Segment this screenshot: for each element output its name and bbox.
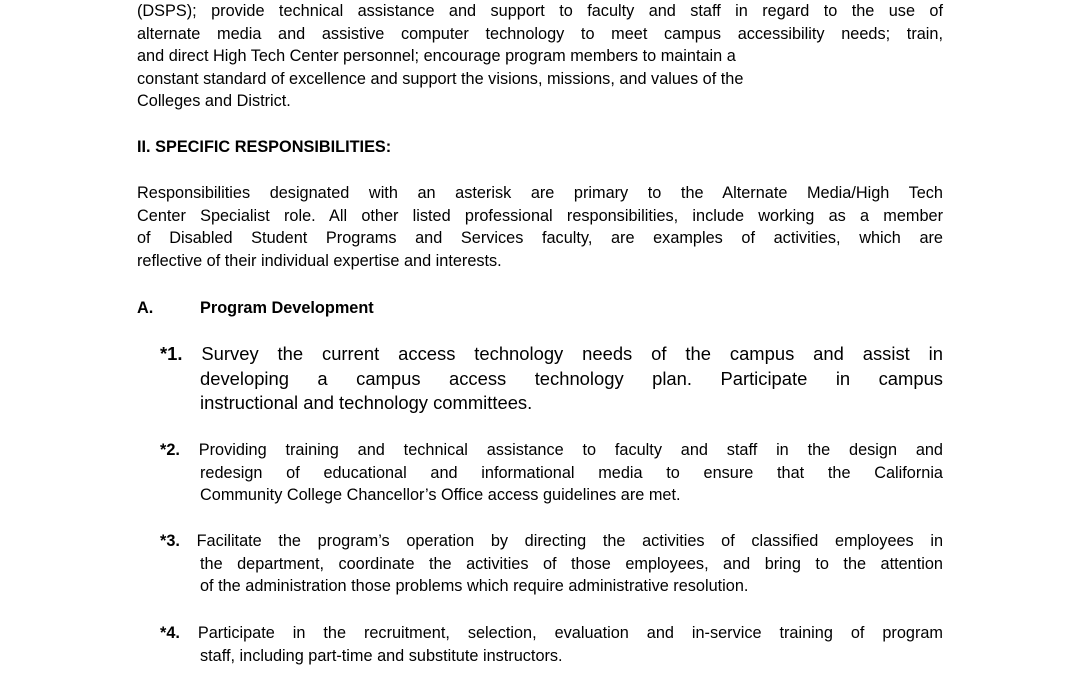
list-item-line: Community College Chancellor’s Office access guidelines are met. xyxy=(200,486,681,505)
list-item xyxy=(160,530,943,598)
list-item-number: *4. xyxy=(160,624,180,642)
list-item-text: Survey the current access technology needs of the campus and assist in xyxy=(201,343,943,364)
list-item-line: redesign of educational and informational media to ensure that the California xyxy=(200,463,943,482)
section-heading: II. SPECIFIC RESPONSIBILITIES: xyxy=(137,138,392,156)
list-item-line xyxy=(160,622,943,645)
subsection-title: Program Development xyxy=(200,299,374,317)
intro-line: Colleges and District. xyxy=(137,92,291,111)
list-item xyxy=(160,622,943,667)
list-item-number: *3. xyxy=(160,532,180,550)
responsibilities-line: Responsibilities designated with an asterisk are primary to the Alternate Media/High Tech xyxy=(137,184,943,202)
list-item-number: *2. xyxy=(160,441,180,459)
responsibilities-paragraph xyxy=(137,182,943,272)
intro-line: alternate media and assistive computer technology to meet campus accessibility needs; train, xyxy=(137,24,943,43)
list-item-line xyxy=(160,342,943,367)
list-item-line xyxy=(160,439,943,462)
list-item-line: instructional and technology committees. xyxy=(200,392,533,413)
list-item-line xyxy=(160,530,943,553)
list-item-text: Facilitate the program’s operation by directing the activities of classified employees in xyxy=(196,532,944,550)
list-item xyxy=(160,439,943,507)
intro-line: (DSPS); provide technical assistance and support to faculty and staff in regard to the use of xyxy=(137,2,943,20)
subsection-letter: A. xyxy=(137,299,154,317)
list-item-line: the department, coordinate the activities of those employees, and bring to the attention xyxy=(200,554,943,573)
list-item-text: Participate in the recruitment, selection, evaluation and in-service training of program xyxy=(197,624,943,642)
responsibilities-line: Center Specialist role. All other listed professional responsibilities, include working as a member xyxy=(137,206,943,225)
list-item-number: *1. xyxy=(160,343,183,364)
list-item-line: developing a campus access technology plan. Participate in campus xyxy=(200,367,943,389)
intro-line: constant standard of excellence and support the visions, missions, and values of the xyxy=(137,69,744,88)
list-item xyxy=(160,342,943,416)
responsibilities-line: of Disabled Student Programs and Services faculty, are examples of activities, which are xyxy=(137,229,943,248)
list-item-line: staff, including part-time and substitute instructors. xyxy=(200,646,563,665)
list-item-text: Providing training and technical assistance to faculty and staff in the design and xyxy=(198,441,943,459)
list-item-line: of the administration those problems which require administrative resolution. xyxy=(200,577,749,596)
intro-paragraph xyxy=(137,0,943,113)
intro-line: and direct High Tech Center personnel; encourage program members to maintain a xyxy=(137,47,736,66)
responsibilities-line: reflective of their individual expertise and interests. xyxy=(137,251,502,270)
